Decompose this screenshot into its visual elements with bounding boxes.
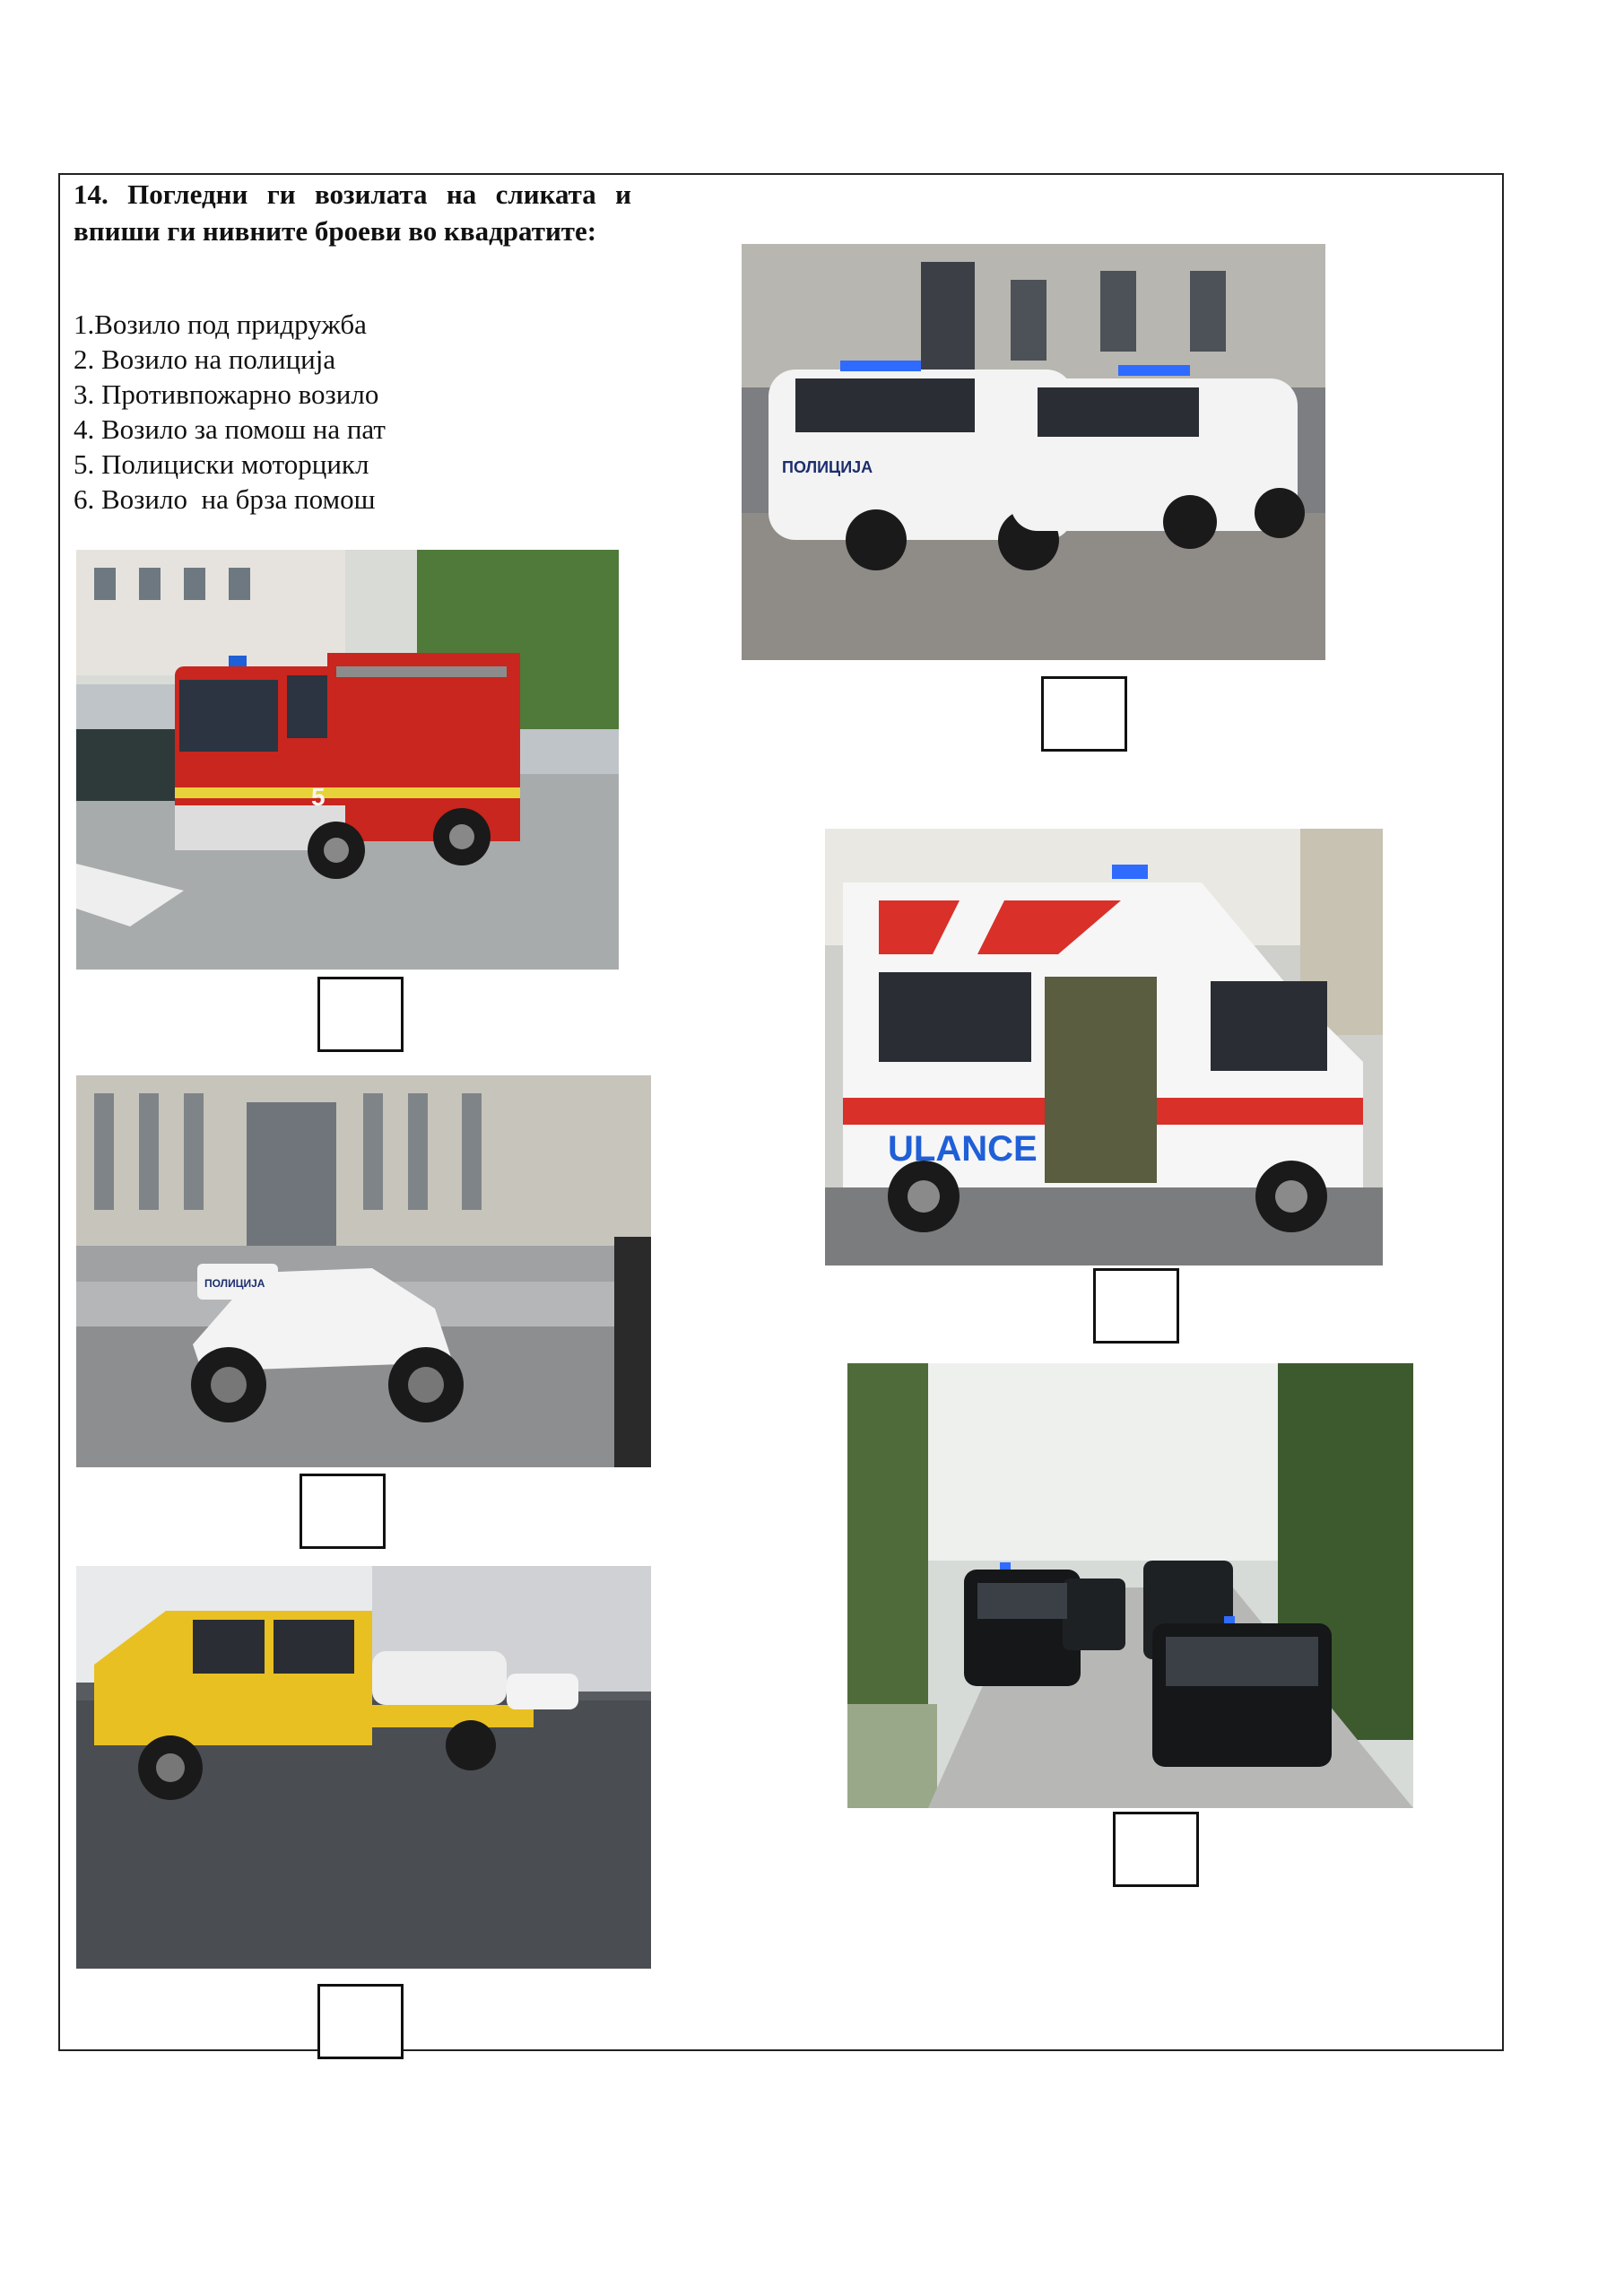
convoy-photo: [847, 1363, 1413, 1808]
police-cars-photo: [742, 244, 1325, 660]
option-item-6: 6. Возило на брза помош: [74, 483, 376, 515]
options-list: [74, 307, 386, 517]
answer-box-police-cars[interactable]: [1041, 676, 1127, 752]
answer-box-ambulance[interactable]: [1093, 1268, 1179, 1344]
ambulance-label: ULANCE: [888, 1129, 1038, 1169]
question-body: Погледни ги возилата на сликата и впиши ги нивните броеви во квадратите:: [74, 178, 631, 247]
question-text: [74, 176, 631, 249]
question-number: 14.: [74, 178, 109, 210]
tow-truck-photo: [76, 1566, 651, 1969]
option-item-1: 1.Возило под придружба: [74, 309, 367, 340]
answer-box-convoy[interactable]: [1113, 1812, 1199, 1887]
answer-box-fire-truck[interactable]: [317, 977, 404, 1052]
fire-truck-photo: [76, 550, 619, 970]
police-motorcycle-photo: [76, 1075, 651, 1467]
answer-box-tow-truck[interactable]: [317, 1984, 404, 2059]
police-car-label: ПОЛИЦИЈА: [782, 458, 873, 476]
answer-box-motorcycle[interactable]: [300, 1474, 386, 1549]
motorcycle-label: ПОЛИЦИЈА: [204, 1277, 265, 1290]
fire-truck-number: 5: [311, 783, 326, 811]
ambulance-photo: [825, 829, 1383, 1265]
option-item-4: 4. Возило за помош на пат: [74, 413, 386, 445]
option-item-2: 2. Возило на полиција: [74, 344, 336, 375]
option-item-3: 3. Противпожарно возило: [74, 378, 379, 410]
option-item-5: 5. Полициски моторцикл: [74, 448, 369, 480]
